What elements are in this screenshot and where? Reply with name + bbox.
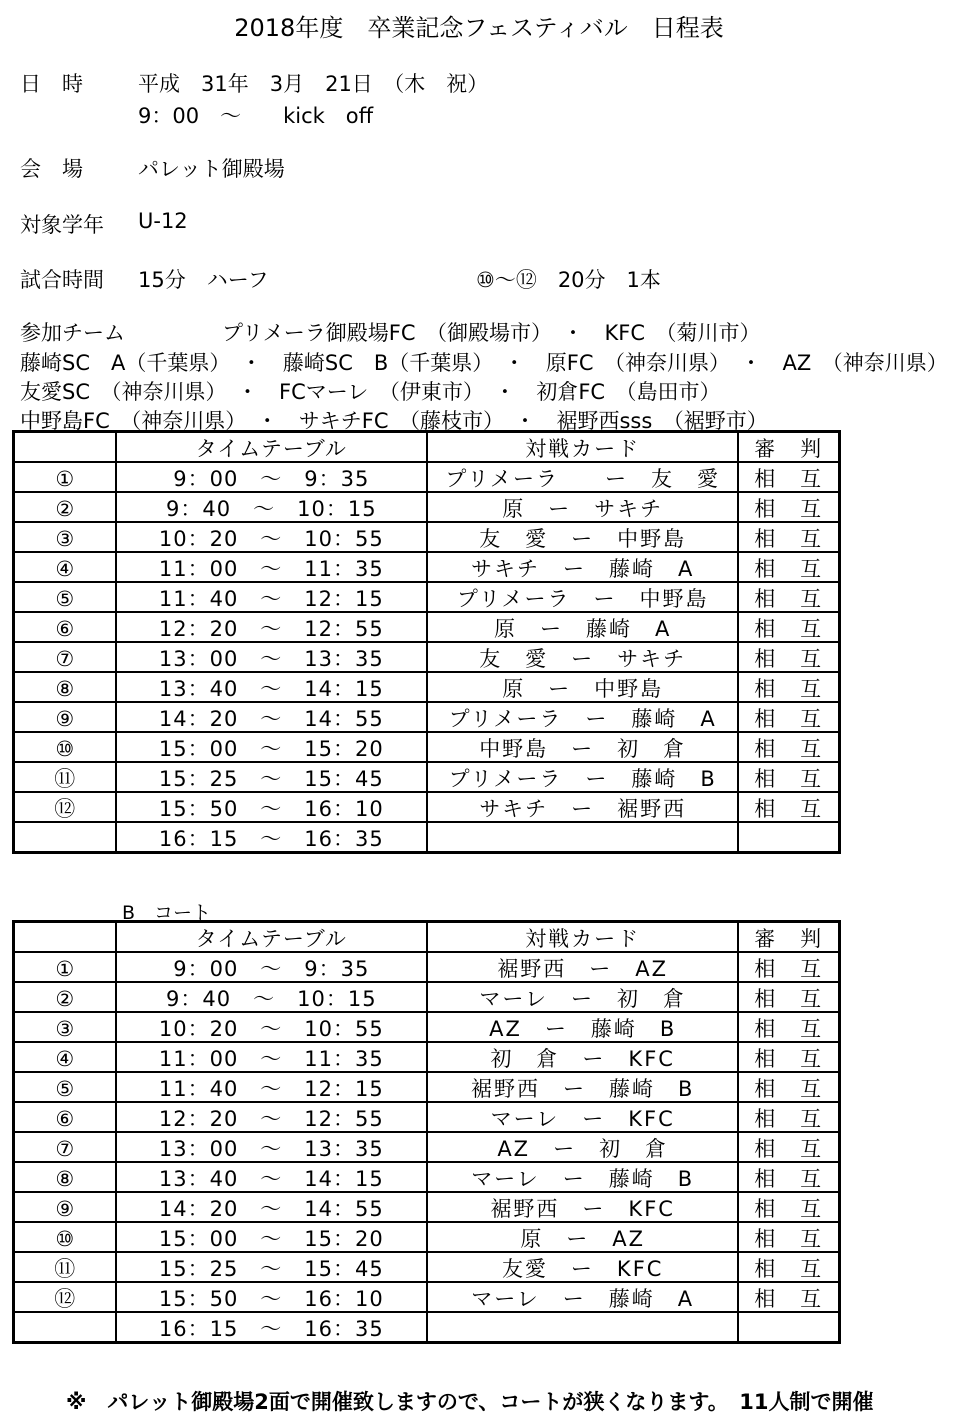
header-match: 対戦カード [427,432,738,463]
cell-match: 裾野西 ー KFC [427,1192,738,1222]
table-row [14,762,840,792]
cell-match: 原 ー サキチ [427,492,738,522]
footer-note: ※ パレット御殿場2面で開催致しますので、コートが狭くなります。 11人制で開催 [66,1390,874,1414]
cell-time: 13：40 ～ 14：15 [116,1162,427,1192]
cell-match: AZ ー 初 倉 [427,1132,738,1162]
header-num [14,432,116,463]
cell-num: ⑪ [14,1252,116,1282]
cell-match: マーレ ー 藤崎 A [427,1282,738,1312]
court-b-label: B コート [122,902,212,924]
cell-ref: 相 互 [738,952,839,982]
cell-time: 14：20 ～ 14：55 [116,1192,427,1222]
cell-ref: 相 互 [738,1162,839,1192]
table-row [14,1072,840,1102]
cell-match: 原 ー 藤崎 A [427,612,738,642]
cell-match: 原 ー AZ [427,1222,738,1252]
cell-match: 友 愛 ー サキチ [427,642,738,672]
cell-match [427,822,738,853]
cell-num: ⑩ [14,1222,116,1252]
cell-ref: 相 互 [738,582,839,612]
cell-match: 初 倉 ー KFC [427,1042,738,1072]
cell-match: プリメーラ ー 藤崎 A [427,702,738,732]
cell-ref: 相 互 [738,1102,839,1132]
cell-ref: 相 互 [738,1192,839,1222]
grade-label: 対象学年 [20,213,104,237]
cell-match: 友愛 ー KFC [427,1252,738,1282]
cell-ref: 相 互 [738,462,839,492]
cell-time: 15：00 ～ 15：20 [116,732,427,762]
start-time-value: 9：00 ～ kick off [138,104,374,128]
cell-num: ③ [14,1012,116,1042]
cell-ref: 相 互 [738,1072,839,1102]
cell-match [427,1312,738,1343]
cell-ref: 相 互 [738,612,839,642]
cell-num [14,822,116,853]
venue-value: パレット御殿場 [138,157,285,181]
cell-time: 11：00 ～ 11：35 [116,552,427,582]
cell-num: ⑦ [14,642,116,672]
cell-match: サキチ ー 藤崎 A [427,552,738,582]
cell-time: 16：15 ～ 16：35 [116,822,427,853]
cell-time: 10：20 ～ 10：55 [116,522,427,552]
cell-time: 11：00 ～ 11：35 [116,1042,427,1072]
cell-ref: 相 互 [738,642,839,672]
table-row [14,1222,840,1252]
cell-match: プリメーラ ー 藤崎 B [427,762,738,792]
table-row [14,732,840,762]
cell-num: ③ [14,522,116,552]
court-a-schedule-table [12,430,841,854]
cell-match: マーレ ー 藤崎 B [427,1162,738,1192]
table-row [14,952,840,982]
cell-ref: 相 互 [738,1222,839,1252]
teams-label: 参加チーム [20,321,125,345]
table-row [14,982,840,1012]
header-ref: 審 判 [738,432,839,463]
table-header-row [14,922,840,953]
cell-num: ⑪ [14,762,116,792]
cell-time: 9：00 ～ 9：35 [116,462,427,492]
cell-ref: 相 互 [738,702,839,732]
header-time: タイムテーブル [116,432,427,463]
cell-time: 13：00 ～ 13：35 [116,642,427,672]
cell-num: ⑤ [14,582,116,612]
teams-line-2: 藤崎SC A（千葉県） ・ 藤崎SC B（千葉県） ・ 原FC （神奈川県） ・ AZ （神奈川県） [20,351,948,375]
cell-num: ⑨ [14,702,116,732]
table-row [14,672,840,702]
cell-ref: 相 互 [738,1132,839,1162]
table-row [14,1132,840,1162]
table-row [14,1312,840,1343]
cell-match: サキチ ー 裾野西 [427,792,738,822]
cell-time: 10：20 ～ 10：55 [116,1012,427,1042]
grade-value: U-12 [138,209,188,233]
cell-ref: 相 互 [738,982,839,1012]
cell-ref [738,822,839,853]
cell-match: 裾野西 ー AZ [427,952,738,982]
cell-time: 15：25 ～ 15：45 [116,1252,427,1282]
cell-match: 友 愛 ー 中野島 [427,522,738,552]
cell-ref: 相 互 [738,1042,839,1072]
cell-ref: 相 互 [738,672,839,702]
table-row [14,642,840,672]
cell-ref: 相 互 [738,1252,839,1282]
cell-time: 9：40 ～ 10：15 [116,492,427,522]
table-row [14,1042,840,1072]
table-row [14,462,840,492]
cell-match: 原 ー 中野島 [427,672,738,702]
cell-num: ⑧ [14,1162,116,1192]
teams-line-4: 中野島FC （神奈川県） ・ サキチFC （藤枝市） ・ 裾野西sss （裾野市） [20,409,768,433]
header-time: タイムテーブル [116,922,427,953]
cell-match: 裾野西 ー 藤崎 B [427,1072,738,1102]
table-row [14,1162,840,1192]
cell-num: ④ [14,1042,116,1072]
match-time-value: 15分 ハーフ [138,268,269,292]
table-row [14,1012,840,1042]
table-row [14,1282,840,1312]
table-row [14,1192,840,1222]
cell-num: ⑦ [14,1132,116,1162]
cell-ref: 相 互 [738,552,839,582]
cell-match: マーレ ー 初 倉 [427,982,738,1012]
table-row [14,492,840,522]
table-row [14,522,840,552]
cell-match: 中野島 ー 初 倉 [427,732,738,762]
cell-num: ⑧ [14,672,116,702]
table-row [14,582,840,612]
teams-line-1: プリメーラ御殿場FC （御殿場市） ・ KFC （菊川市） [222,321,761,345]
match-time-label: 試合時間 [20,268,104,292]
court-b-schedule-table [12,920,841,1344]
table-row [14,1102,840,1132]
cell-ref: 相 互 [738,492,839,522]
match-time-note: ⑩～⑫ 20分 1本 [476,268,661,292]
cell-time: 15：00 ～ 15：20 [116,1222,427,1252]
cell-match: プリメーラ ー 友 愛 [427,462,738,492]
cell-num [14,1312,116,1343]
cell-time: 15：50 ～ 16：10 [116,792,427,822]
cell-time: 13：00 ～ 13：35 [116,1132,427,1162]
cell-num: ⑥ [14,612,116,642]
cell-ref: 相 互 [738,1282,839,1312]
cell-ref [738,1312,839,1343]
cell-time: 16：15 ～ 16：35 [116,1312,427,1343]
table-row [14,822,840,853]
cell-num: ⑤ [14,1072,116,1102]
cell-num: ① [14,952,116,982]
cell-time: 9：40 ～ 10：15 [116,982,427,1012]
cell-ref: 相 互 [738,762,839,792]
cell-num: ② [14,492,116,522]
cell-num: ⑫ [14,1282,116,1312]
cell-time: 13：40 ～ 14：15 [116,672,427,702]
cell-ref: 相 互 [738,1012,839,1042]
cell-match: マーレ ー KFC [427,1102,738,1132]
table-row [14,702,840,732]
table-row [14,1252,840,1282]
cell-num: ② [14,982,116,1012]
cell-ref: 相 互 [738,522,839,552]
cell-time: 9：00 ～ 9：35 [116,952,427,982]
cell-time: 12：20 ～ 12：55 [116,1102,427,1132]
cell-time: 11：40 ～ 12：15 [116,1072,427,1102]
header-num [14,922,116,953]
cell-num: ⑩ [14,732,116,762]
header-ref: 審 判 [738,922,839,953]
cell-ref: 相 互 [738,732,839,762]
teams-line-3: 友愛SC （神奈川県） ・ FCマーレ （伊東市） ・ 初倉FC （島田市） [20,380,721,404]
cell-ref: 相 互 [738,792,839,822]
page-title: 2018年度 卒業記念フェスティバル 日程表 [234,14,724,42]
cell-num: ⑨ [14,1192,116,1222]
cell-num: ⑥ [14,1102,116,1132]
cell-match: AZ ー 藤崎 B [427,1012,738,1042]
cell-num: ④ [14,552,116,582]
table-row [14,792,840,822]
cell-num: ① [14,462,116,492]
table-row [14,612,840,642]
table-row [14,552,840,582]
cell-time: 15：25 ～ 15：45 [116,762,427,792]
date-value: 平成 31年 3月 21日 （木 祝） [138,72,489,96]
cell-num: ⑫ [14,792,116,822]
table-header-row [14,432,840,463]
venue-label: 会 場 [20,157,83,181]
cell-time: 11：40 ～ 12：15 [116,582,427,612]
date-label: 日 時 [20,72,83,96]
header-match: 対戦カード [427,922,738,953]
cell-match: プリメーラ ー 中野島 [427,582,738,612]
cell-time: 12：20 ～ 12：55 [116,612,427,642]
cell-time: 15：50 ～ 16：10 [116,1282,427,1312]
cell-time: 14：20 ～ 14：55 [116,702,427,732]
